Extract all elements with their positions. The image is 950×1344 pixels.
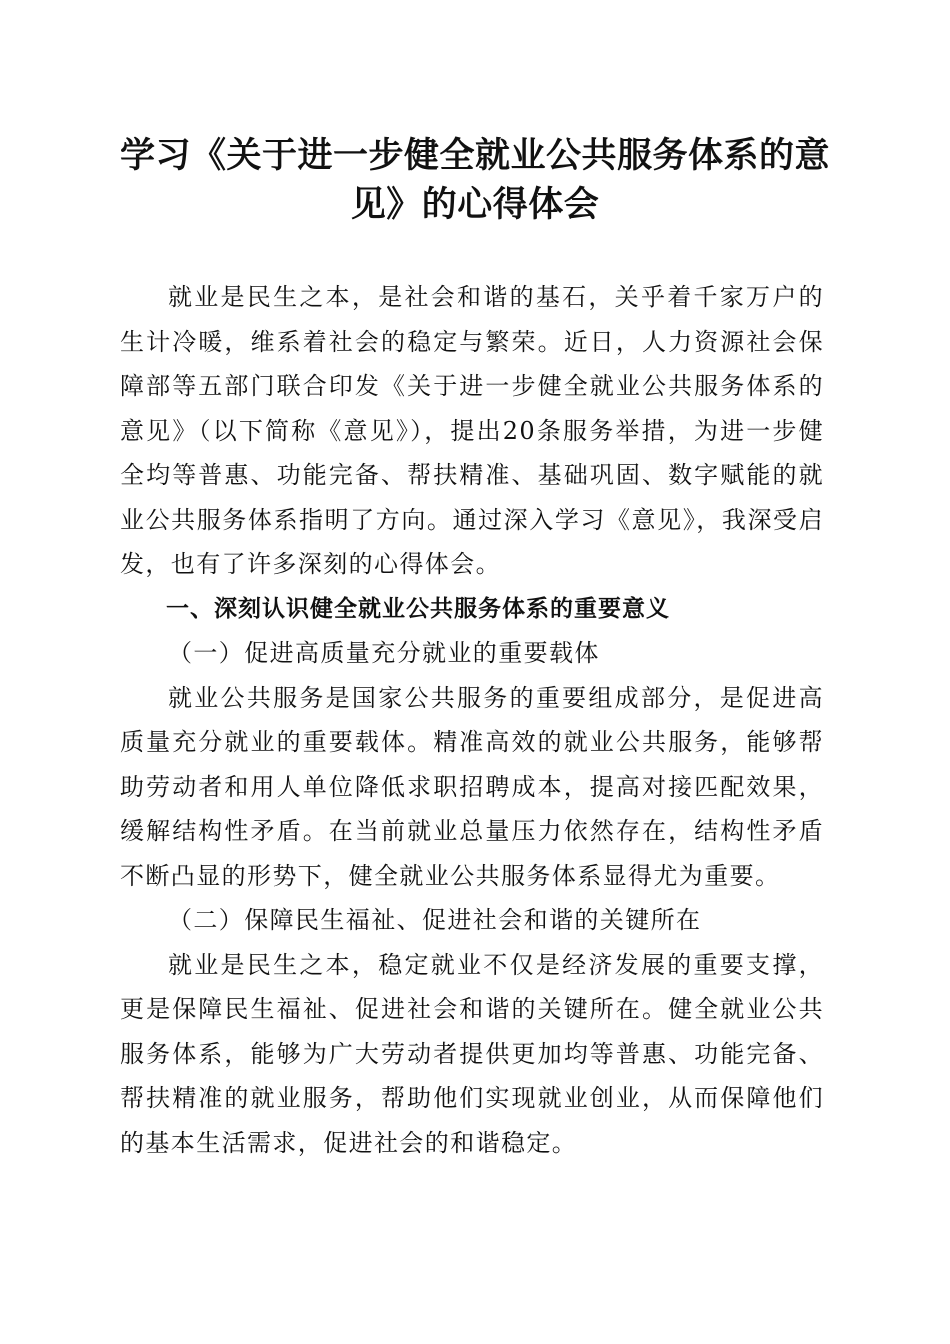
subsection-paragraph: 就业公共服务是国家公共服务的重要组成部分，是促进高质量充分就业的重要载体。精准高效的就业公共服务，能够帮助劳动者和用人单位降低求职招聘成本，提高对接匹配效果，缓解结构性矛盾。在当前就业总量压力依然存在，结构性矛盾不断凸显的形势下，健全就业公共服务体系显得尤为重要。: [120, 683, 824, 890]
section-heading: 一、深刻认识健全就业公共服务体系的重要意义: [166, 595, 670, 622]
document-body: [120, 275, 824, 1165]
subsection-paragraph: 就业是民生之本，稳定就业不仅是经济发展的重要支撑，更是保障民生福祉、促进社会和谐的关键所在。健全就业公共服务体系，能够为广大劳动者提供更加均等普惠、功能完备、帮扶精准的就业服务，帮助他们实现就业创业，从而保障他们的基本生活需求，促进社会的和谐稳定。: [120, 950, 824, 1157]
subsection-heading: （二）保障民生福祉、促进社会和谐的关键所在: [168, 906, 702, 934]
document-title: 学习《关于进一步健全就业公共服务体系的意见》的心得体会: [119, 136, 830, 225]
subsection-heading: （一）促进高质量充分就业的重要载体: [168, 639, 600, 667]
intro-paragraph: 就业是民生之本，是社会和谐的基石，关乎着千家万户的生计冷暖，维系着社会的稳定与繁荣。近日，人力资源社会保障部等五部门联合印发《关于进一步健全就业公共服务体系的意见》（以下简称《意见》），提出20条服务举措，为进一步健全均等普惠、功能完备、帮扶精准、基础巩固、数字赋能的就业公共服务体系指明了方向。通过深入学习《意见》，我深受启发，也有了许多深刻的心得体会。: [120, 283, 824, 578]
